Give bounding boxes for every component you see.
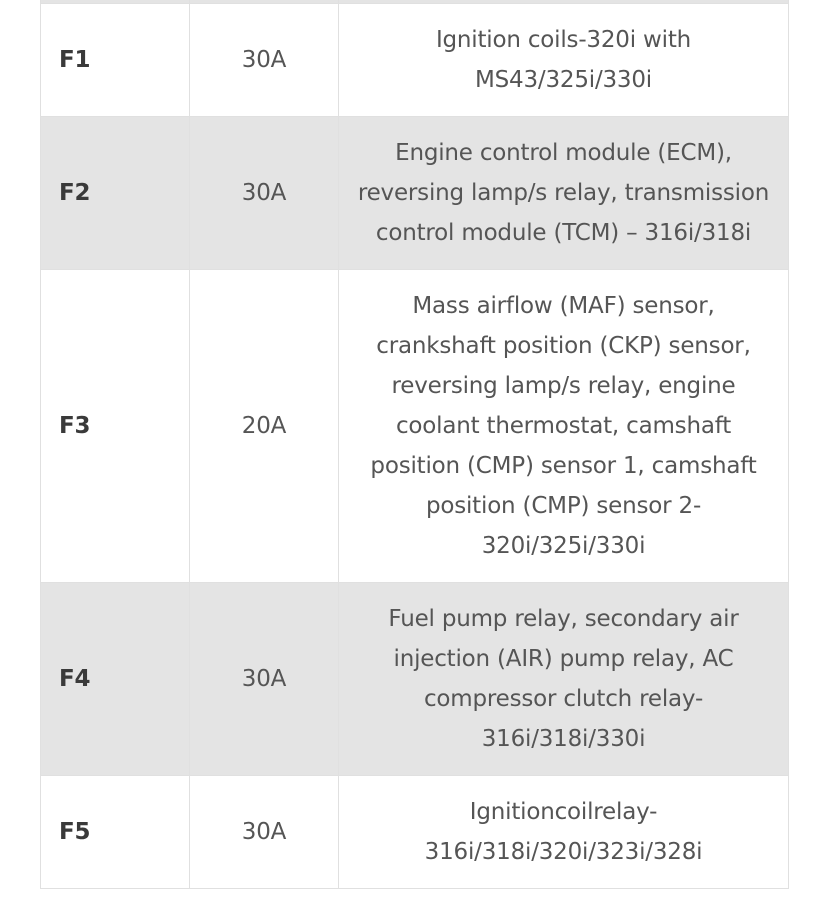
- amperage-cell: 30A: [190, 776, 339, 889]
- fuse-id-cell: F3: [41, 270, 190, 583]
- fuse-id-cell: F5: [41, 776, 190, 889]
- description-cell: Mass airflow (MAF) sensor, crankshaft position (CKP) sensor, reversing lamp/s relay, engine coolant thermostat, camshaft position (CMP) sensor 1, camshaft position (CMP) sensor 2-320i/325i/330i: [339, 270, 789, 583]
- table-row: [41, 776, 789, 889]
- fuse-id-cell: F4: [41, 583, 190, 776]
- description-cell: Fuel pump relay, secondary air injection (AIR) pump relay, AC compressor clutch relay-316i/318i/330i: [339, 583, 789, 776]
- table-row: [41, 117, 789, 270]
- fuse-table-container: [40, 0, 788, 889]
- description-cell: Engine control module (ECM), reversing lamp/s relay, transmission control module (TCM) – 316i/318i: [339, 117, 789, 270]
- table-row: [41, 4, 789, 117]
- amperage-cell: 30A: [190, 4, 339, 117]
- amperage-cell: 30A: [190, 117, 339, 270]
- table-row: [41, 270, 789, 583]
- amperage-cell: 30A: [190, 583, 339, 776]
- fuse-table: [40, 0, 789, 889]
- amperage-cell: 20A: [190, 270, 339, 583]
- fuse-id-cell: F2: [41, 117, 190, 270]
- description-cell: Ignitioncoilrelay-316i/318i/320i/323i/328i: [339, 776, 789, 889]
- fuse-id-cell: F1: [41, 4, 190, 117]
- description-cell: Ignition coils-320i with MS43/325i/330i: [339, 4, 789, 117]
- table-row: [41, 583, 789, 776]
